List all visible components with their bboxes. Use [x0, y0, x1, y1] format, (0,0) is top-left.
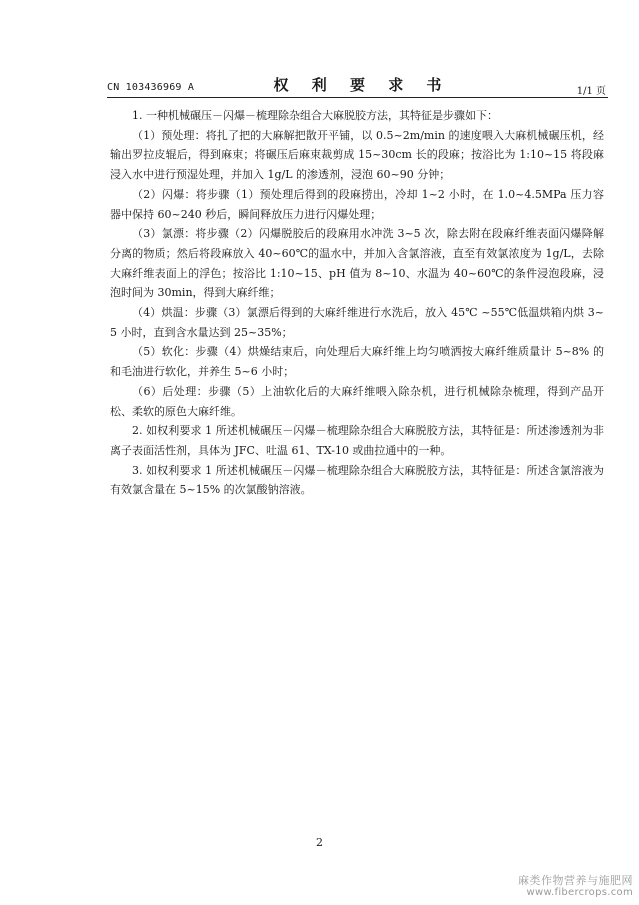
site-watermark — [518, 875, 633, 899]
page-header — [107, 74, 608, 96]
publication-number: CN 103436969 A — [107, 82, 195, 93]
watermark-url: www.fibercrops.com — [526, 887, 633, 898]
claim-1-step-3: （3）氯漂：将步骤（2）闪爆脱胶后的段麻用水冲洗 3~5 次，除去附在段麻纤维表面闪爆降解分离的物质；然后将段麻放入 40~60℃的温水中，并加入含氯溶液，直至有效氯浓度为 1g/L，去除大麻纤维表面上的浮色；按浴比 1:10~15、pH 值为 8~10、水温为 40~60℃的条件浸泡段麻，浸泡时间为 30min，得到大麻纤维； — [110, 227, 604, 300]
claim-2: 2. 如权利要求 1 所述机械碾压－闪爆－梳理除杂组合大麻脱胶方法，其特征是：所述渗透剂为非离子表面活性剂，具体为 JFC、吐温 61、TX-10 或曲拉通中的一种。 — [110, 424, 604, 457]
page-indicator: 1/1 页 — [576, 86, 606, 97]
claim-1-step-4: （4）烘温：步骤（3）氯漂后得到的大麻纤维进行水洗后，放入 45℃ ~55℃低温烘箱内烘 3~5 小时，直到含水量达到 25~35%； — [110, 306, 604, 339]
claim-1-step-2: （2）闪爆：将步骤（1）预处理后得到的段麻捞出，冷却 1~2 小时，在 1.0~4.5MPa 压力容器中保持 60~240 秒后，瞬间释放压力进行闪爆处理； — [110, 187, 604, 221]
claim-1-step-1: （1）预处理：将扎了把的大麻解把散开平铺，以 0.5~2m/min 的速度喂入大麻机械碾压机，经输出罗拉皮辊后，得到麻束；将碾压后麻束裁剪成 15~30cm 长的段麻；按浴比为 1:10~15 将段麻浸入水中进行预湿处理，并加入 1g/L 的渗透剂，浸泡 60~90 分钟； — [110, 128, 604, 182]
watermark-site-name: 麻类作物营养与施肥网 — [518, 874, 633, 887]
page-number: 2 — [316, 836, 323, 849]
header-divider — [107, 97, 608, 98]
claim-1-intro: 1. 一种机械碾压－闪爆－梳理除杂组合大麻脱胶方法，其特征是步骤如下： — [132, 109, 498, 122]
claims-body — [110, 106, 604, 500]
claim-1-step-5: （5）软化：步骤（4）烘燥结束后，向处理后大麻纤维上均匀喷洒按大麻纤维质量计 5~8% 的和毛油进行软化，并养生 5~6 小时； — [110, 345, 604, 379]
claim-3: 3. 如权利要求 1 所述机械碾压－闪爆－梳理除杂组合大麻脱胶方法，其特征是：所述含氯溶液为有效氯含量在 5~15% 的次氯酸钠溶液。 — [110, 463, 604, 497]
claim-1-step-6: （6）后处理：步骤（5）上油软化后的大麻纤维喂入除杂机，进行机械除杂梳理，得到产品开松、柔软的原色大麻纤维。 — [110, 384, 604, 418]
document-title: 权 利 要 求 书 — [273, 76, 451, 94]
